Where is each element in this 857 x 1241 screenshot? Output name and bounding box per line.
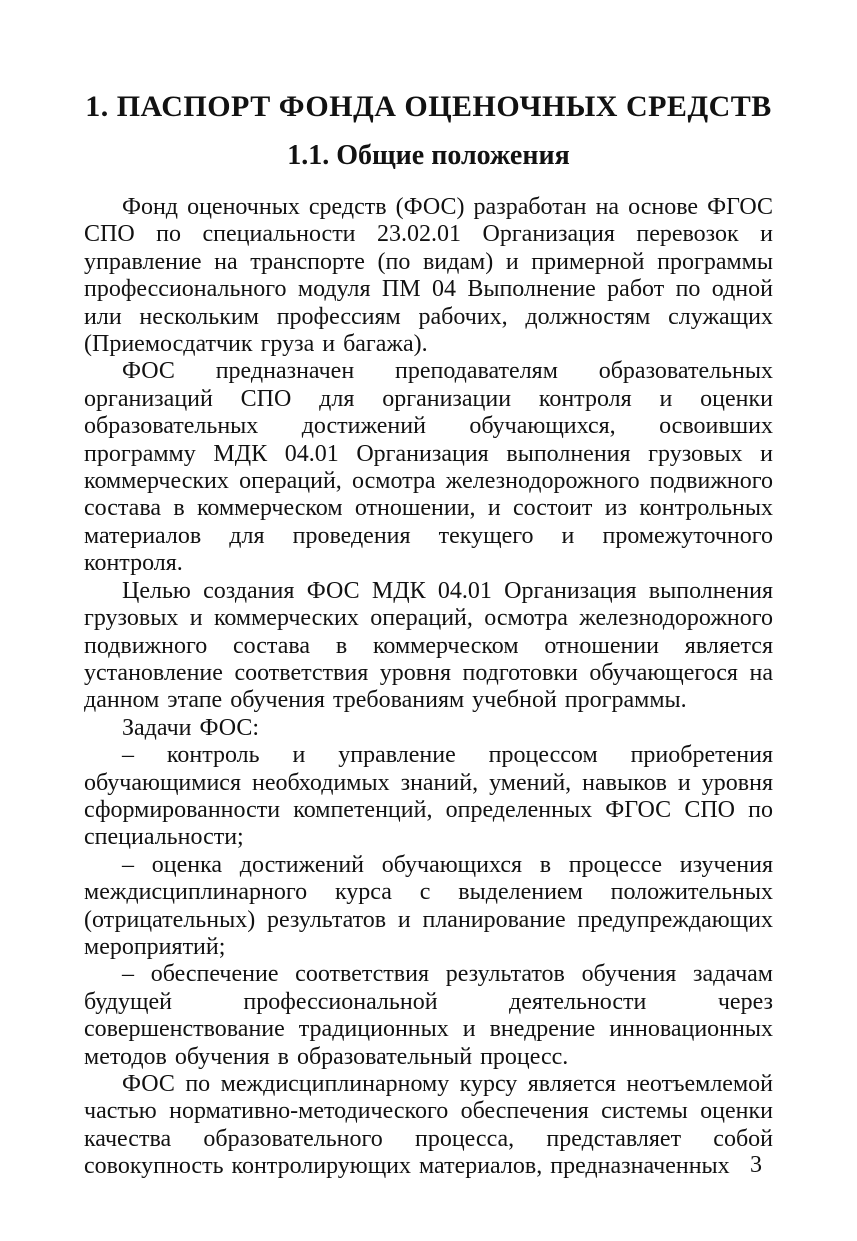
- paragraph-intro: Фонд оценочных средств (ФОС) разработан на основе ФГОС СПО по специальности 23.02.01 Организация перевозок и управление на транспорте (по видам) и примерной программы профессионального модуля ПМ 04 Выполнение работ по одной или нескольким профессиям рабочих, должностям служащих (Приемосдатчик груза и багажа).: [84, 194, 773, 358]
- paragraph-closing: ФОС по междисциплинарному курсу является неотъемлемой частью нормативно-методического обеспечения системы оценки качества образовательного процесса, представляет собой совокупность контролирующих материалов, предназначенных: [84, 1071, 773, 1180]
- section-heading: 1.1. Общие положения: [287, 140, 570, 171]
- chapter-heading: 1. ПАСПОРТ ФОНДА ОЦЕНОЧНЫХ СРЕДСТВ: [85, 90, 772, 123]
- list-item-control: – контроль и управление процессом приобретения обучающимися необходимых знаний, умений, навыков и уровня сформированности компетенций, определенных ФГОС СПО по специальности;: [84, 742, 773, 851]
- list-item-assessment: – оценка достижений обучающихся в процессе изучения междисциплинарного курса с выделением положительных (отрицательных) результатов и планирование предупреждающих мероприятий;: [84, 851, 773, 960]
- paragraph-purpose: ФОС предназначен преподавателям образовательных организаций СПО для организации контроля и оценки образовательных достижений обучающихся, освоивших программу МДК 04.01 Организация выполнения грузовых и коммерческих операций, осмотра железнодорожного подвижного состава в коммерческом отношении, и состоит из контрольных материалов для проведения текущего и промежуточного контроля.: [84, 358, 773, 577]
- list-item-compliance: – обеспечение соответствия результатов обучения задачам будущей профессиональной деятельности через совершенствование традиционных и внедрение инновационных методов обучения в образовательный процесс.: [84, 961, 773, 1070]
- paragraph-goal: Целью создания ФОС МДК 04.01 Организация выполнения грузовых и коммерческих операций, осмотра железнодорожного подвижного состава в коммерческом отношении является установление соответствия уровня подготовки обучающегося на данном этапе обучения требованиям учебной программы.: [84, 577, 773, 714]
- page-number: 3: [750, 1152, 762, 1178]
- body-text: [84, 194, 773, 1181]
- paragraph-tasks-label: Задачи ФОС:: [122, 714, 260, 741]
